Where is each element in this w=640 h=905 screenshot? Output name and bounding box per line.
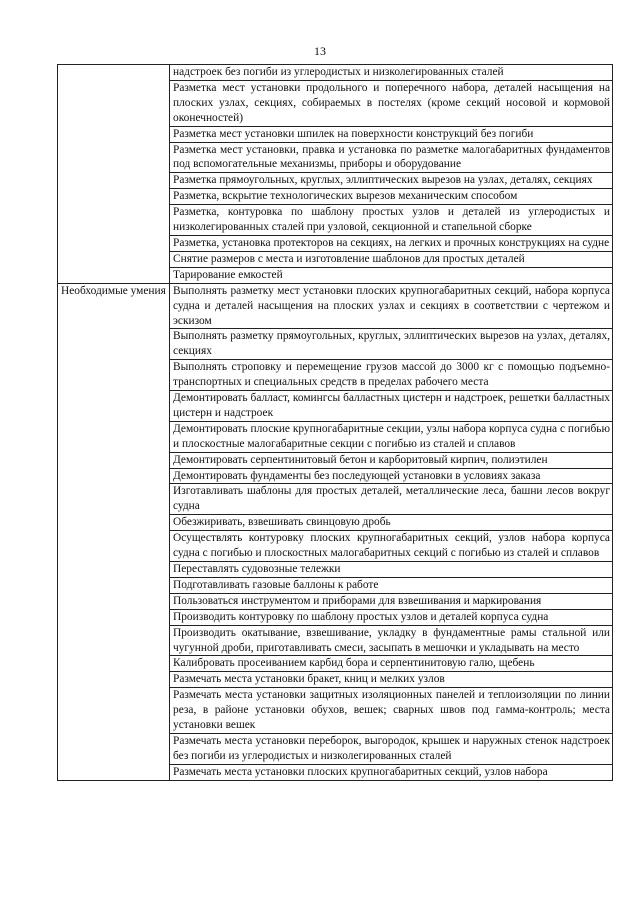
table-row <box>58 65 613 81</box>
table-cell-text: Подготавливать газовые баллоны к работе <box>170 577 613 593</box>
table-cell-text: Производить окатывание, взвешивание, укладку в фундаментные рамы стальной или чугунной дроби, приготавливать смеси, засыпать в мешочки и укладывать на место <box>170 625 613 656</box>
table-cell-text: Изготавливать шаблоны для простых деталей, металлические леса, башни лесов вокруг судна <box>170 484 613 515</box>
requirements-table <box>57 64 613 781</box>
requirements-table-body <box>58 65 613 781</box>
table-cell-text: Переставлять судовозные тележки <box>170 562 613 578</box>
table-cell-text: Разметка мест установки продольного и поперечного набора, деталей насыщения на плоских узлах, секциях, собираемых в постелях (кроме секций носовой и кормовой оконечностей) <box>170 80 613 126</box>
table-cell-text: Производить контуровку по шаблону простых узлов и деталей корпуса судна <box>170 609 613 625</box>
table-cell-text: Размечать места установки защитных изоляционных панелей и теплоизоляции по линии реза, в районе установки обухов, вешек; сварных швов под гамма-контроль; места установки вешек <box>170 688 613 734</box>
table-cell-text: Снятие размеров с места и изготовление шаблонов для простых деталей <box>170 251 613 267</box>
section-label: Необходимые умения <box>58 283 170 780</box>
table-cell-text: Разметка мест установки шпилек на поверхности конструкций без погиби <box>170 126 613 142</box>
table-cell-text: Размечать места установки плоских крупногабаритных секций, узлов набора <box>170 764 613 780</box>
table-row <box>58 283 613 329</box>
table-cell-text: Разметка, вскрытие технологических вырезов механическим способом <box>170 189 613 205</box>
table-cell-text: Тарирование емкостей <box>170 267 613 283</box>
table-cell-text: Демонтировать плоские крупногабаритные секции, узлы набора корпуса судна с погибью и плоскостные малогабаритные секции с погибью из сталей и сплавов <box>170 421 613 452</box>
table-cell-text: Выполнять разметку мест установки плоских крупногабаритных секций, набора корпуса судна и деталей насыщения на плоских узлах и секциях в соответствии с чертежом и эскизом <box>170 283 613 329</box>
table-cell-text: Выполнять разметку прямоугольных, круглых, эллиптических вырезов на узлах, деталях, секциях <box>170 329 613 360</box>
table-cell-text: Размечать места установки переборок, выгородок, крышек и наружных стенок надстроек без погиби из углеродистых и низколегированных сталей <box>170 733 613 764</box>
table-cell-text: надстроек без погиби из углеродистых и низколегированных сталей <box>170 65 613 81</box>
section-label <box>58 65 170 284</box>
table-cell-text: Разметка прямоугольных, круглых, эллиптических вырезов на узлах, деталях, секциях <box>170 173 613 189</box>
table-cell-text: Осуществлять контуровку плоских крупногабаритных секций, узлов набора корпуса судна с погибью и плоскостных малогабаритных секций с погибью из сталей и сплавов <box>170 531 613 562</box>
table-cell-text: Обезжиривать, взвешивать свинцовую дробь <box>170 515 613 531</box>
table-cell-text: Разметка мест установки, правка и установка по разметке малогабаритных фундаментов под вспомогательные механизмы, приборы и оборудование <box>170 142 613 173</box>
table-cell-text: Пользоваться инструментом и приборами для взвешивания и маркирования <box>170 593 613 609</box>
table-cell-text: Демонтировать фундаменты без последующей установки в условиях заказа <box>170 468 613 484</box>
table-cell-text: Выполнять строповку и перемещение грузов массой до 3000 кг с помощью подъемно-транспортных и специальных средств в пределах рабочего места <box>170 360 613 391</box>
page-number: 13 <box>314 44 326 58</box>
table-cell-text: Демонтировать серпентинитовый бетон и карборитовый кирпич, полиэтилен <box>170 452 613 468</box>
table-cell-text: Калибровать просеиванием карбид бора и серпентинитовую галю, щебень <box>170 656 613 672</box>
table-cell-text: Размечать места установки бракет, книц и мелких узлов <box>170 672 613 688</box>
table-cell-text: Разметка, установка протекторов на секциях, на легких и прочных конструкциях на судне <box>170 235 613 251</box>
table-cell-text: Демонтировать балласт, комингсы балластных цистерн и надстроек, решетки балластных цистерн и надстроек <box>170 391 613 422</box>
table-cell-text: Разметка, контуровка по шаблону простых узлов и деталей из углеродистых и низколегированных сталей при узловой, секционной и стапельной сборке <box>170 205 613 236</box>
